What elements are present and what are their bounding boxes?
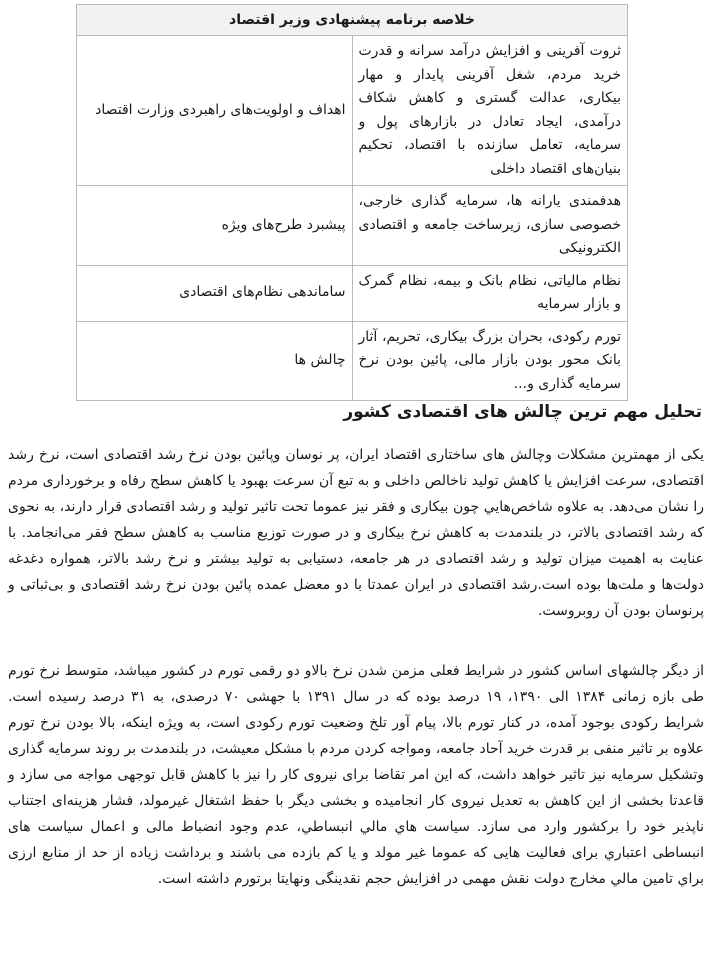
paragraph-growth: یکی از مهمترین مشکلات وچالش های ساختاری اقتصاد ایران، پر نوسان وپائین بودن نرخ رشد اقتصادی است، نرخ رشد اقتصادی، سرعت افزایش یا کاهش تولید ناخالص داخلی و به تبع آن سرعت بهبود یا کاهش سطح رفاه و برخورداری مردم را نشان می‌دهد. به علاوه شاخص‌هایي چون بیکاری و فقر نیز عموما تحت تاثیر تولید و رشد اقتصادی قرار دارند، به نحوی که رشد اقتصادی بالاتر، در بلندمدت به کاهش نرخ بیکاری و در صورت توزیع مناسب به کاهش سطح فقر می‌انجامد. با عنایت به اهمیت میزان تولید و رشد اقتصادی در هر جامعه، دستیابی به تولید بیشتر و نرخ رشد بالاتر، همواره دغدغه دولت‌ها و ملت‌ها بوده است.رشد اقتصادی در ایران عمدتا با دو معضل عمده پائین بودن نرخ رشد اقتصادی و بی‌ثباتی و پرنوسان بودن آن روبروست.	[8, 447, 704, 619]
row-description: نظام مالیاتی، نظام بانک و بیمه، نظام گمرک و بازار سرمایه	[352, 265, 628, 321]
table-row	[77, 36, 628, 186]
row-description: هدفمندی یارانه ها، سرمایه گذاری خارجی، خصوصی سازی، زیرساخت جامعه و اقتصادی الکترونیکی	[352, 186, 628, 266]
table-header-row	[77, 5, 628, 36]
table-row	[77, 265, 628, 321]
section-heading: تحلیل مهم ترین چالش های اقتصادی کشور	[343, 402, 702, 422]
row-topic: ساماندهی نظام‌های اقتصادی	[77, 265, 353, 321]
table-row	[77, 186, 628, 266]
table-row	[77, 321, 628, 401]
program-summary-table	[76, 4, 628, 401]
table-title: خلاصه برنامه پیشنهادی وزیر اقتصاد	[77, 5, 628, 36]
row-description: تورم رکودی، بحران بزرگ بیکاری، تحریم، آثار بانک محور بودن بازار مالی، پائین بودن نرخ سرمایه گذاری و...	[352, 321, 628, 401]
paragraph-inflation: از دیگر چالشهای اساس کشور در شرایط فعلی مزمن شدن نرخ بالاو دو رقمی تورم در کشور میباشد، متوسط نرخ تورم طی بازه زمانی ۱۳۸۴ الی ۱۳۹۰، ۱۹ درصد بوده که در سال ۱۳۹۱ با جهشی ۷۰ درصدی، به ۳۱ درصد رسیده است. شرایط رکودی بوجود آمده، در کنار تورم بالا، پیام آور تلخ وضعیت تورم رکودی است، به ویژه اینکه، بالا بودن نرخ تورم علاوه بر تاثیر منفی بر قدرت خرید آحاد جامعه، ومواجه کردن مردم با مشکل معیشت، در بلندمدت بر روند سرمایه گذاری وتشکیل سرمایه نیز تاثیر خواهد داشت، که این امر تقاضا برای نیروی کار را نیز با کاهش قابل توجهی مواجه می سازد و قاعدتا بخشی از این کاهش به تعدیل نیروی کار انجامیده و بخشی دیگر با حفظ اشتغال غیرمولد، فشار هزینه‌ای اجتناب ناپذیر خود را برکشور وارد می سازد. سیاست هاي مالي انبساطي، عدم وجود انضباط مالی و اعمال سیاست های انبساطی اعتباري برای فعالیت هایی که عموما غیر مولد و یا کم بازده می باشند و برداشت زیاده از حد از منابع ارزی براي تامين مالي مخارج دولت نقش مهمی در افزایش حجم نقدینگی ونهایتا برتورم داشته است.	[8, 663, 705, 887]
row-topic: پیشبرد طرح‌های ویژه	[77, 186, 353, 266]
row-description: ثروت آفرینی و افزایش درآمد سرانه و قدرت خرید مردم، شغل آفرینی پایدار و مهار بیکاری، عدالت گستری و کاهش شکاف درآمدی، ایجاد تعادل در بازارهای پول و سرمایه، تعامل سازنده با اقتصاد، تحکیم بنیان‌های اقتصاد داخلی	[352, 36, 628, 186]
row-topic: اهداف و اولویت‌های راهبردی وزارت اقتصاد	[77, 36, 353, 186]
row-topic: چالش ها	[77, 321, 353, 401]
